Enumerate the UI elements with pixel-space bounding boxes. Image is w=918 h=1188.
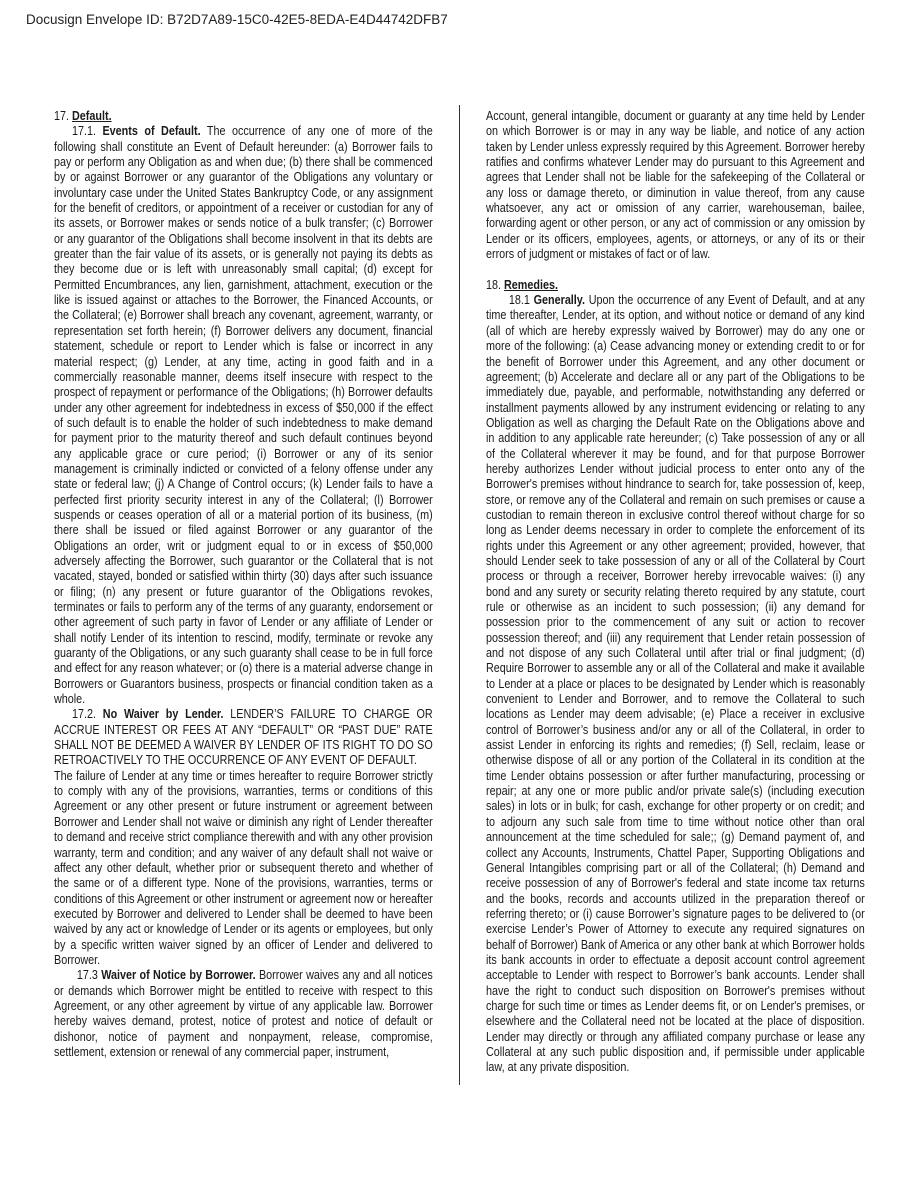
section-17-1: 17.1. Events of Default. The occurrence of any one of more of the following shall constitute an Event of Default hereunder: (a) Borrower fails to pay or perform any Obligation as and when due; (b) there shall be commenced by or against Borrower or any guarantor of the Obligations any voluntary or involuntary case under the United States Bankruptcy Code, or any assignment for the benefit of creditors, or appointment of a receiver or custodian for any of its assets, or Borrower makes or sends notice of a bulk transfer; (c) Borrower or any guarantor of the Obligations shall become insolvent in that its debts are greater than the fair value of its assets, or is generally not paying its debts as they become due or is left with unreasonably small capital; (d) except for Permitted Encumbrances, any lien, garnishment, attachment, execution or the like is issued against or attaches to the Borrower, the Financed Accounts, or the Collateral; (e) Borrower shall breach any covenant, agreement, warranty, or representation set forth herein; (f) Borrower delivers any document, financial statement, schedule or report to Lender which is false or incorrect in any material respect; (g) Lender, at any time, acting in good faith and in a commercially reasonable manner, deems itself insecure with respect to the prospect of repayment or performance of the Obligations; (h) Borrower defaults under any other agreement for indebtedness in excess of $50,000 if the effect of such default is to enable the holder of such indebtedness to make demand for payment prior to the maturity thereof and such default continues beyond any applicable grace or cure period; (i) Borrower or any of its senior management is criminally indicted or convicted of a felony offense under any state or federal law; (j) A Change of Control occurs; (k) Lender fails to have a perfected first priority security interest in any of the Collateral; (l) Borrower suspends or ceases operation of all or a material portion of its business, (m) there shall be issued or filed against Borrower or any guarantor of the Obligations an order, writ or judgment equal to or in excess of $50,000 adversely affecting the Borrower, such guarantor or the Collateral that is not vacated, stayed, bonded or satisfied within thirty (30) days after such issuance or filing; (n) any present or future guarantor of the Obligations revokes, terminates or fails to perform any of the terms of any guaranty, endorsement or other agreement of such party in favor of Lender or any affiliate of Lender or shall notify Lender of its intention to rescind, modify, terminate or revoke any guaranty of the Obligations, or any such guaranty shall cease to be in full force and effect for any reason whatever; or (o) there is a material adverse change in Borrowers or Guarantors business, prospects or financial condition taken as a whole. (54, 123, 433, 707)
section-17-title: Default. (72, 108, 112, 123)
envelope-id: Docusign Envelope ID: B72D7A89-15C0-42E5-8EDA-E4D44742DFB7 (26, 12, 448, 27)
left-column (54, 108, 517, 1059)
section-17-2: 17.2. No Waiver by Lender. LENDER’S FAILURE TO CHARGE OR ACCRUE INTEREST OR FEES AT ANY “DEFAULT” OR “PAST DUE” RATE SHALL NOT BE DEEMED A WAIVER BY LENDER OF ITS RIGHT TO DO SO RETROACTIVELY TO THE OCCURRENCE OF ANY EVENT OF DEFAULT. (54, 706, 433, 768)
section-17-2-heading: No Waiver by Lender. (102, 706, 224, 722)
section-18-1-heading: Generally. (533, 292, 586, 308)
section-17-1-heading: Events of Default. (102, 123, 201, 139)
section-18-heading: 18. Remedies. (486, 276, 558, 292)
section-18-title: Remedies. (504, 276, 558, 292)
column-divider (459, 105, 460, 1085)
section-17-3-heading: Waiver of Notice by Borrower. (101, 967, 256, 983)
section-17-2-paragraph: The failure of Lender at any time or times hereafter to require Borrower strictly to comply with any of the provisions, warranties, terms or conditions of this Agreement or any other present or future instrument or agreement between Borrower and Lender shall not waive or diminish any right of Lender thereafter to demand and receive strict compliance therewith and with any other provision warranty, term and condition; and any waiver of any default shall not waive or affect any other default, whether prior or subsequent thereto and whether of the same or of a different type. None of the provisions, warranties, terms or conditions of this Agreement or other instrument or agreement now or hereafter executed by Borrower and delivered to Lender shall be deemed to have been waived by any act or knowledge of Lender or its agents or employees, but only by a specific written waiver signed by an officer of Lender and delivered to Borrower. (54, 767, 433, 967)
section-17-3: 17.3 Waiver of Notice by Borrower. Borrower waives any and all notices or demands which Borrower might be entitled to receive with respect to this Agreement, or any other agreement by virtue of any applicable law. Borrower hereby waives demand, protest, notice of protest and notice of default or dishonor, notice of payment and nonpayment, release, compromise, settlement, extension or renewal of any commercial paper, instrument, (54, 967, 433, 1059)
section-17-heading: 17. Default. (54, 108, 112, 123)
section-18-1: 18.1 Generally. Upon the occurrence of any Event of Default, and at any time thereafter, Lender, at its option, and without notice or demand of any kind (all of which are hereby expressly waived by Borrower) may do any one or more of the following: (a) Cease advancing money or extending credit to or for the benefit of Borrower under this Agreement, and any other document or agreement; (b) Accelerate and declare all or any part of the Obligations to be immediately due, payable, and performable, notwithstanding any deferred or installment payments allowed by any instrument evidencing or relating to any Obligation as well as charging the Default Rate on the Obligations above and in addition to any applicable rate hereunder; (c) Take possession of any or all of the Collateral wherever it may be found, and for that purpose Borrower hereby authorizes Lender without judicial process to enter onto any of the Borrower's premises without hindrance to search for, take possession of, keep, store, or remove any of the Collateral and remain on such premises or cause a custodian to remain thereon in exclusive control thereof without charge for so long as Lender deems necessary in order to complete the enforcement of its rights under this Agreement or any other agreement; provided, however, that should Lender seek to take possession of any or all of the Collateral by Court process or through a receiver, Borrower hereby irrevocable waives: (i) any bond and any surety or security relating thereto required by any statute, court rule or otherwise as an incident to such possession; (ii) any demand for possession prior to the commencement of any suit or action to recover possession thereof; and (iii) any requirement that Lender retain possession of and not dispose of any such Collateral until after trial or final judgment; (d) Require Borrower to assemble any or all of the Collateral and make it available to Lender at a place or places to be designated by Lender which is reasonably convenient to Lender and Borrower, and to remove the Collateral to such locations as Lender may deem advisable; (e) Place a receiver in exclusive control of Borrower’s business and/or any or all of the Collateral, in order to assist Lender in enforcing its rights and remedies; (f) Sell, reclaim, lease or otherwise dispose of all or any portion of the Collateral in its condition at the time Lender obtains possession or after further manufacturing, processing or repair; at any one or more public and/or private sale(s) (including execution sales) in lots or in bulk; for cash, exchange for other property or on credit; and to adjourn any such sale from time to time without notice other than oral announcement at the time scheduled for sale;; (g) Demand payment of, and collect any Accounts, Instruments, Chattel Paper, Supporting Obligations and General Intangibles comprising part or all of the Collateral; (h) Demand and receive possession of any of Borrower's federal and state income tax returns and the books, records and accounts utilized in the preparation thereof or referring thereto; or (i) cause Borrower’s signature pages to be delivered to (or exercise Lender’s Power of Attorney to execute any required signatures on behalf of Borrower) Bank of America or any other bank at which Borrower holds its bank accounts in order to effectuate a deposit account control agreement acceptable to Lender with respect to Borrower’s bank accounts. Lender shall have the right to conduct such disposition on Borrower's premises without charge for such time or times as Lender deems fit, or on Lender's premises, or elsewhere and the Collateral need not be located at the place of disposition. Lender may directly or through any affiliated company purchase or lease any Collateral at any such public disposition and, if permissible under applicable law, at any private disposition. (486, 292, 865, 1075)
right-column (486, 108, 918, 1075)
section-17-3-continued: Account, general intangible, document or guaranty at any time held by Lender on which Borrower is or may in any way be liable, and notice of any action taken by Lender unless expressly required by this Agreement. Borrower hereby ratifies and confirms whatever Lender may do pursuant to this Agreement and agrees that Lender shall not be liable for the safekeeping of the Collateral or any loss or damage thereto, or diminution in value thereof, from any cause whatsoever, any act or omission of any carrier, warehouseman, bailee, forwarding agent or other person, or any act of commission or any omission by Lender or its officers, employees, agents, or attorneys, or any of its or their errors of judgment or mistakes of fact or of law. (486, 108, 865, 262)
